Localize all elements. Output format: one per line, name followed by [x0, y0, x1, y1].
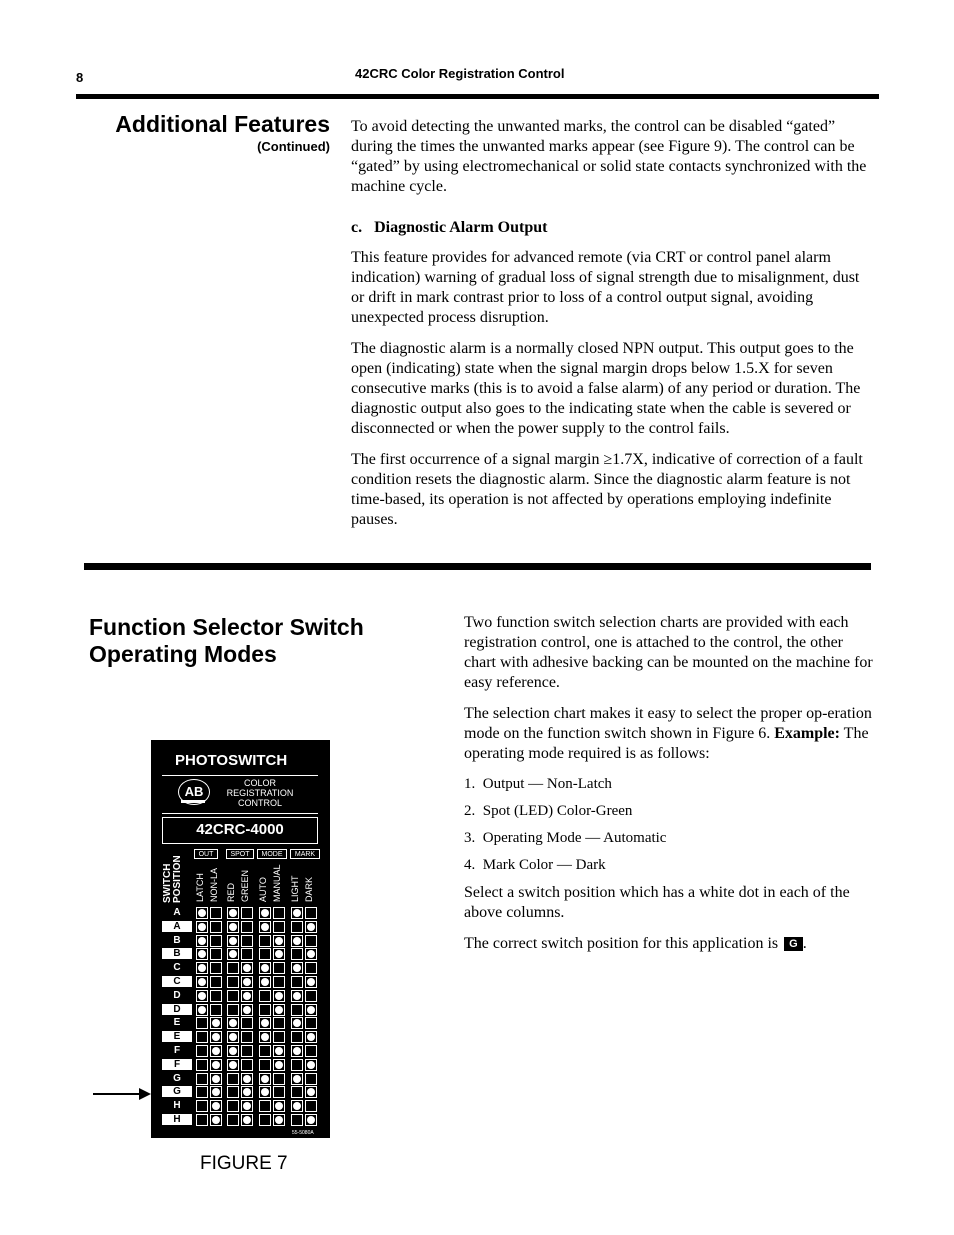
switch-cell: [227, 921, 239, 933]
switch-cell: [210, 1031, 222, 1043]
switch-cell: [196, 907, 208, 919]
paragraph: Select a switch position which has a white dot in each of the above columns.: [464, 884, 850, 921]
switch-cell: [259, 921, 271, 933]
example-label: Example:: [774, 725, 840, 742]
column-group-out: OUT: [194, 849, 218, 859]
switch-cell: [305, 1114, 317, 1126]
switch-cell: [196, 962, 208, 974]
white-dot-icon: [275, 1006, 283, 1014]
switch-row-label: E: [162, 1031, 192, 1042]
switch-cell: [210, 921, 222, 933]
white-dot-icon: [212, 1061, 220, 1069]
white-dot-icon: [212, 1033, 220, 1041]
column-label-red: RED: [226, 882, 236, 902]
switch-cell: [273, 990, 285, 1002]
white-dot-icon: [293, 1075, 301, 1083]
product-subtitle: COLOR REGISTRATION CONTROL: [226, 778, 294, 808]
switch-cell: [259, 948, 271, 960]
switch-cell: [196, 921, 208, 933]
page-number: 8: [76, 70, 84, 85]
section-divider: [84, 563, 871, 570]
switch-cell: [241, 935, 253, 947]
column-label-manual: MANUAL: [272, 864, 282, 902]
switch-cell: [291, 921, 303, 933]
switch-cell: [227, 990, 239, 1002]
switch-cell: [210, 1073, 222, 1085]
switch-cell: [305, 990, 317, 1002]
switch-row-label: C: [162, 976, 192, 987]
logo-underline: [181, 800, 205, 803]
switch-cell: [259, 935, 271, 947]
white-dot-icon: [293, 992, 301, 1000]
column-label-auto: AUTO: [258, 877, 268, 902]
switch-row-label: F: [173, 1045, 181, 1056]
column-label-latch: LATCH: [195, 873, 205, 902]
switch-cell: [210, 1114, 222, 1126]
switch-cell: [259, 1059, 271, 1071]
paragraph: [464, 704, 874, 764]
switch-cell: [273, 1059, 285, 1071]
switch-cell: [273, 1017, 285, 1029]
white-dot-icon: [307, 978, 315, 986]
model-number: 42CRC-4000: [196, 821, 284, 838]
requirements-list: [464, 775, 874, 874]
switch-row-label: B: [173, 934, 181, 946]
switch-cell: [227, 1100, 239, 1112]
column-group-mark: MARK: [290, 849, 320, 859]
white-dot-icon: [293, 1019, 301, 1027]
switch-cell: [305, 1031, 317, 1043]
switch-cell: [241, 1031, 253, 1043]
switch-cell: [305, 1073, 317, 1085]
switch-cell: [241, 1100, 253, 1112]
switch-cell: [273, 1100, 285, 1112]
white-dot-icon: [229, 1047, 237, 1055]
section-title-function-selector: Function Selector Switch Operating Modes: [89, 614, 364, 667]
switch-row-label: A: [173, 907, 181, 918]
switch-cell: [210, 976, 222, 988]
white-dot-icon: [307, 950, 315, 958]
white-dot-icon: [261, 923, 269, 931]
paragraph-text: The operating mode required is as follows:: [464, 725, 869, 762]
white-dot-icon: [293, 1047, 301, 1055]
switch-cell: [210, 907, 222, 919]
switch-cell: [305, 1017, 317, 1029]
switch-cell: [210, 1004, 222, 1016]
switch-cell: [259, 1100, 271, 1112]
white-dot-icon: [243, 992, 251, 1000]
switch-cell: [305, 1086, 317, 1098]
white-dot-icon: [198, 937, 206, 945]
switch-cell: [273, 907, 285, 919]
white-dot-icon: [275, 1102, 283, 1110]
white-dot-icon: [307, 923, 315, 931]
white-dot-icon: [275, 1047, 283, 1055]
white-dot-icon: [243, 1102, 251, 1110]
switch-cell: [210, 935, 222, 947]
switch-cell: [291, 1086, 303, 1098]
switch-cell: [241, 907, 253, 919]
switch-cell: [273, 1073, 285, 1085]
white-dot-icon: [243, 1088, 251, 1096]
white-dot-icon: [229, 950, 237, 958]
white-dot-icon: [307, 1088, 315, 1096]
switch-cell: [210, 1100, 222, 1112]
switch-cell: [291, 1004, 303, 1016]
switch-cell: [196, 1017, 208, 1029]
white-dot-icon: [229, 909, 237, 917]
switch-cell: [273, 948, 285, 960]
switch-cell: [196, 1031, 208, 1043]
switch-cell: [259, 990, 271, 1002]
section2-body: [464, 613, 874, 965]
switch-cell: [196, 1073, 208, 1085]
document-title: 42CRC Color Registration Control: [355, 66, 565, 81]
switch-position-label: SWITCH POSITION: [162, 855, 183, 903]
switch-cell: [259, 1031, 271, 1043]
white-dot-icon: [212, 1019, 220, 1027]
figure-caption: FIGURE 7: [200, 1153, 288, 1174]
white-dot-icon: [243, 1116, 251, 1124]
white-dot-icon: [275, 1061, 283, 1069]
sub-heading-diagnostic-alarm: c. Diagnostic Alarm Output: [351, 219, 548, 236]
switch-cell: [291, 1114, 303, 1126]
switch-cell: [241, 1114, 253, 1126]
switch-cell: [227, 935, 239, 947]
switch-cell: [305, 976, 317, 988]
switch-cell: [273, 1004, 285, 1016]
switch-cell: [273, 1086, 285, 1098]
switch-cell: [305, 948, 317, 960]
switch-cell: [227, 1086, 239, 1098]
switch-cell: [259, 976, 271, 988]
switch-cell: [291, 1045, 303, 1057]
switch-cell: [241, 1045, 253, 1057]
paragraph: [464, 934, 874, 954]
switch-cell: [210, 962, 222, 974]
white-dot-icon: [198, 992, 206, 1000]
switch-cell: [196, 1004, 208, 1016]
switch-cell: [227, 1059, 239, 1071]
paragraph-text: The selection chart makes it easy to select the proper op-eration mode on the function switch shown in Figure 6.: [464, 705, 872, 742]
white-dot-icon: [275, 937, 283, 945]
white-dot-icon: [275, 992, 283, 1000]
switch-cell: [273, 1114, 285, 1126]
switch-cell: [196, 935, 208, 947]
switch-cell: [305, 907, 317, 919]
brand-title: PHOTOSWITCH: [175, 752, 288, 769]
switch-cell: [227, 962, 239, 974]
switch-cell: [259, 1004, 271, 1016]
continued-label: (Continued): [257, 139, 330, 154]
white-dot-icon: [243, 964, 251, 972]
switch-row-label: D: [162, 1004, 192, 1015]
white-dot-icon: [229, 1019, 237, 1027]
switch-cell: [259, 907, 271, 919]
switch-cell: [241, 948, 253, 960]
list-item: 2. Spot (LED) Color-Green: [464, 803, 633, 819]
switch-cell: [291, 1059, 303, 1071]
switch-cell: [196, 1059, 208, 1071]
switch-cell: [227, 948, 239, 960]
paragraph-text: The correct switch position for this application is: [464, 935, 779, 952]
divider-line: [162, 813, 318, 814]
switch-cell: [210, 1059, 222, 1071]
column-label-light: LIGHT: [290, 875, 300, 902]
paragraph: The first occurrence of a signal margin ≥1.7X, indicative of correction of a fault condition resets the diagnostic alarm. Since the diagnostic alarm feature is not time-based, its operation is not affected by operations employing indefinite pauses.: [351, 451, 863, 528]
switch-cell: [196, 1114, 208, 1126]
list-item: 3. Operating Mode — Automatic: [464, 830, 667, 846]
white-dot-icon: [243, 1006, 251, 1014]
switch-cell: [196, 976, 208, 988]
switch-cell: [241, 1017, 253, 1029]
switch-cell: [305, 935, 317, 947]
white-dot-icon: [229, 1033, 237, 1041]
switch-row-label: G: [173, 1072, 181, 1084]
switch-cell: [273, 921, 285, 933]
white-dot-icon: [212, 1047, 220, 1055]
switch-cell: [291, 976, 303, 988]
white-dot-icon: [293, 937, 301, 945]
switch-cell: [196, 1086, 208, 1098]
switch-cell: [305, 1045, 317, 1057]
switch-cell: [210, 1045, 222, 1057]
arrow-head-icon: [139, 1088, 151, 1100]
white-dot-icon: [229, 1061, 237, 1069]
switch-cell: [210, 1086, 222, 1098]
switch-cell: [241, 962, 253, 974]
white-dot-icon: [212, 1088, 220, 1096]
white-dot-icon: [261, 964, 269, 972]
white-dot-icon: [261, 1088, 269, 1096]
switch-cell: [305, 1059, 317, 1071]
switch-cell: [291, 962, 303, 974]
switch-cell: [259, 1045, 271, 1057]
switch-cell: [291, 1031, 303, 1043]
switch-cell: [241, 976, 253, 988]
switch-cell: [241, 921, 253, 933]
switch-cell: [227, 1031, 239, 1043]
section-title-additional-features: Additional Features: [115, 111, 330, 137]
switch-cell: [227, 1045, 239, 1057]
white-dot-icon: [293, 909, 301, 917]
switch-row-label: D: [173, 989, 181, 1001]
switch-row-label: H: [162, 1114, 192, 1125]
switch-cell: [259, 1086, 271, 1098]
switch-cell: [259, 1114, 271, 1126]
switch-cell: [210, 990, 222, 1002]
white-dot-icon: [243, 978, 251, 986]
switch-cell: [305, 921, 317, 933]
white-dot-icon: [293, 964, 301, 972]
white-dot-icon: [229, 937, 237, 945]
switch-cell: [291, 907, 303, 919]
switch-row-label: C: [173, 962, 181, 974]
white-dot-icon: [275, 950, 283, 958]
switch-cell: [291, 990, 303, 1002]
switch-cell: [241, 990, 253, 1002]
column-group-mode: MODE: [257, 849, 287, 859]
switch-cell: [227, 1004, 239, 1016]
switch-cell: [259, 1073, 271, 1085]
white-dot-icon: [198, 909, 206, 917]
section1-body: [351, 117, 871, 541]
switch-row-label: A: [162, 921, 192, 932]
column-label-nonla: NON-LA: [209, 867, 219, 902]
switch-cell: [291, 935, 303, 947]
white-dot-icon: [307, 1061, 315, 1069]
switch-cell: [273, 1031, 285, 1043]
switch-cell: [241, 1073, 253, 1085]
part-number: 55-5080A: [292, 1130, 314, 1136]
white-dot-icon: [261, 909, 269, 917]
switch-cell: [196, 990, 208, 1002]
white-dot-icon: [307, 1033, 315, 1041]
white-dot-icon: [212, 1102, 220, 1110]
switch-cell: [241, 1086, 253, 1098]
switch-row-label: B: [162, 948, 192, 959]
white-dot-icon: [307, 1116, 315, 1124]
switch-cell: [259, 1017, 271, 1029]
switch-cell: [291, 948, 303, 960]
answer-badge: G: [784, 937, 803, 951]
switch-cell: [227, 1073, 239, 1085]
white-dot-icon: [293, 1102, 301, 1110]
switch-cell: [273, 962, 285, 974]
paragraph: To avoid detecting the unwanted marks, the control can be disabled “gated” during the times the unwanted marks appear (see Figure 9). The control can be “gated” by using electromechanical or solid state contacts synchronized with the machine cycle.: [351, 118, 867, 195]
switch-cell: [305, 1100, 317, 1112]
paragraph: Two function switch selection charts are provided with each registration control, one is attached to the control, the other chart with adhesive backing can be mounted on the machine for easy reference.: [464, 614, 873, 691]
switch-cell: [291, 1100, 303, 1112]
switch-cell: [227, 907, 239, 919]
white-dot-icon: [243, 1075, 251, 1083]
arrow-pointer: [93, 1093, 143, 1095]
white-dot-icon: [198, 978, 206, 986]
switch-row-label: F: [162, 1059, 192, 1070]
switch-cell: [273, 935, 285, 947]
switch-cell: [196, 948, 208, 960]
switch-cell: [291, 1017, 303, 1029]
paragraph: This feature provides for advanced remote (via CRT or control panel alarm indication) warning of gradual loss of signal strength due to misalignment, dust or drift in mark contrast prior to loss of a control output signal, avoiding unexpected process disruption.: [351, 249, 860, 326]
switch-cell: [227, 976, 239, 988]
switch-cell: [259, 962, 271, 974]
white-dot-icon: [198, 923, 206, 931]
white-dot-icon: [198, 950, 206, 958]
switch-cell: [241, 1059, 253, 1071]
switch-cell: [196, 1100, 208, 1112]
switch-cell: [210, 1017, 222, 1029]
column-label-dark: DARK: [304, 876, 314, 902]
top-rule: [76, 94, 879, 99]
switch-row-label: G: [162, 1086, 192, 1097]
switch-cell: [227, 1114, 239, 1126]
switch-cell: [273, 1045, 285, 1057]
switch-row-label: H: [173, 1100, 181, 1112]
ab-logo-icon: AB: [178, 779, 210, 805]
white-dot-icon: [261, 978, 269, 986]
switch-cell: [241, 1004, 253, 1016]
white-dot-icon: [275, 1116, 283, 1124]
white-dot-icon: [307, 1006, 315, 1014]
white-dot-icon: [198, 964, 206, 972]
white-dot-icon: [212, 1116, 220, 1124]
switch-cell: [273, 976, 285, 988]
column-label-green: GREEN: [240, 869, 250, 902]
switch-cell: [196, 1045, 208, 1057]
white-dot-icon: [261, 1033, 269, 1041]
white-dot-icon: [229, 923, 237, 931]
white-dot-icon: [261, 1075, 269, 1083]
divider-line: [162, 775, 318, 776]
switch-row-label: E: [173, 1017, 181, 1029]
paragraph-end: .: [802, 935, 807, 952]
switch-cell: [227, 1017, 239, 1029]
column-group-spot: SPOT: [226, 849, 254, 859]
switch-cell: [305, 962, 317, 974]
switch-cell: [291, 1073, 303, 1085]
switch-cell: [210, 948, 222, 960]
white-dot-icon: [261, 1019, 269, 1027]
list-item: 1. Output — Non-Latch: [464, 776, 612, 792]
white-dot-icon: [212, 1075, 220, 1083]
list-item: 4. Mark Color — Dark: [464, 857, 606, 873]
paragraph: The diagnostic alarm is a normally closed NPN output. This output goes to the open (indicating) state when the signal margin drops below 1.5.X for seven consecutive marks (this is to avoid a false alarm) of any period or duration. The diagnostic output also goes to the indicating state when the cable is severed or disconnected or when the power supply to the control fails.: [351, 340, 861, 437]
switch-cell: [305, 1004, 317, 1016]
white-dot-icon: [198, 1006, 206, 1014]
